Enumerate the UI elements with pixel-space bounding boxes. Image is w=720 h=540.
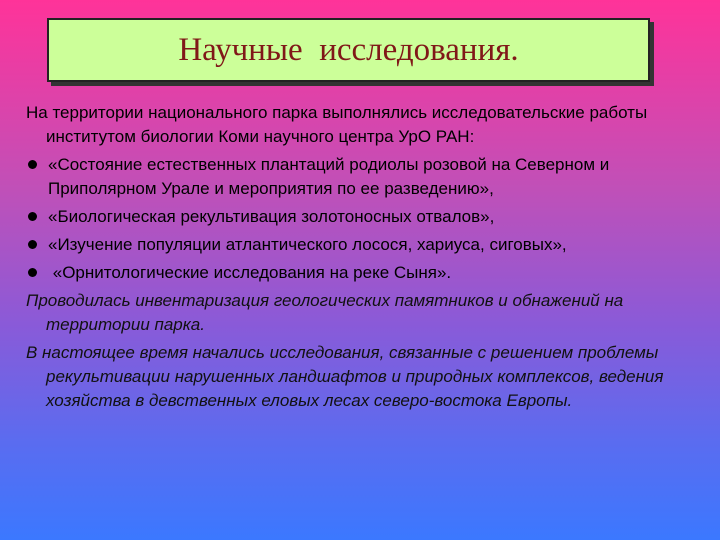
list-item-text: «Биологическая рекультивация золотоносных отвалов», [48,207,495,226]
list-item [26,205,706,229]
bullet-icon [28,240,37,249]
bullet-icon [28,268,37,277]
list-item [26,261,706,285]
list-item-text: «Состояние естественных плантаций родиолы розовой на Северном и Приполярном Урале и мероприятия по ее разведению», [48,155,610,198]
list-item [26,153,706,201]
bullet-icon [28,160,37,169]
current-research-paragraph: В настоящее время начались исследования, связанные с решением проблемы рекультивации нарушенных ландшафтов и природных комплексов, ведения хозяйства в девственных еловых лесах северо-востока Европы. [26,343,664,410]
inventory-paragraph: Проводилась инвентаризация геологических памятников и обнажений на территории парка. [26,291,624,334]
list-item-text: «Изучение популяции атлантического лосося, хариуса, сиговых», [48,235,567,254]
slide-title: Научные исследования. [178,31,519,68]
research-list [26,153,706,285]
list-item-text: «Орнитологические исследования на реке Сыня». [48,263,452,282]
slide-content [26,101,706,417]
bullet-icon [28,212,37,221]
intro-paragraph: На территории национального парка выполнялись исследовательские работы институтом биологии Коми научного центра УрО РАН: [26,103,648,146]
title-box [47,18,650,82]
list-item [26,233,706,257]
